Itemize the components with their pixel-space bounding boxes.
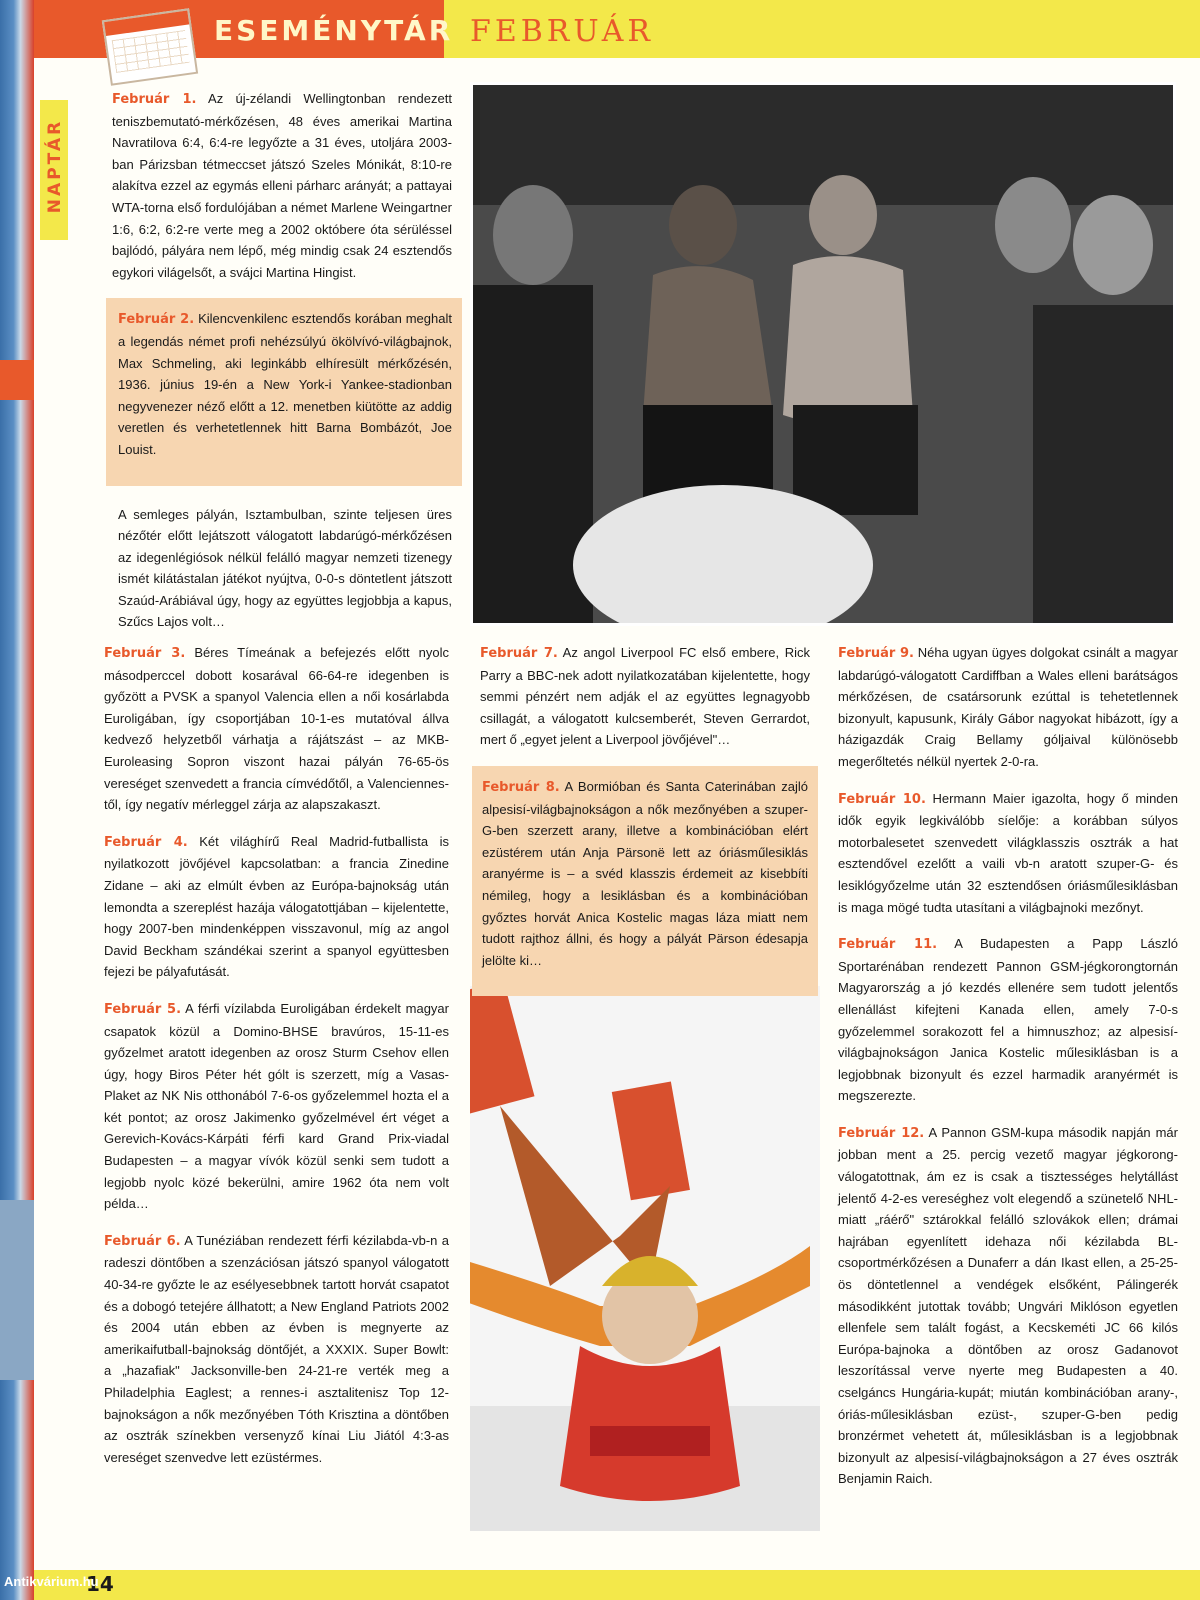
- entry-text: A Pannon GSM-kupa második napján már jobban ment a 25. percig vezető magyar jégkorong-válogatottnak, ám ez is csak a tisztességes helytállást jelentő 4-2-es vereséghez volt elegendő a szünetelő NHL-miatt „ráérő" sztárokkal felálló szlovákok ellen; drámai hajrában egyenlített idehaza női kézilabda BL-csoportmérkőzésen a Dunaferr a dán Ikast ellen, a 25-25-ös döntetlennel a vendégek elsőként, Pálingerék másodikként jutottak tovább; Ungvári Miklóson egyetlen ellenfele sem talált fogást, a Kecskeméti JC 66 kilós Európa-bajnoka a döntőben az orosz Gadanovot leszorítással verve nyerte meg Budapesten a 40. cselgáncs Hungária-kupát; miután kombinációban arany-, óriás-műlesiklásban ezüst-, szuper-G-ben pedig bronzérmet vehetett át, műlesiklásban is a legjobbnak bizonyult az alpesisí-világbajnokságon a 27 éves osztrák Benjamin Raich.: [838, 1124, 1178, 1487]
- entry-feb-11: [838, 933, 1178, 1107]
- entry-text: A Tunéziában rendezett férfi kézilabda-vb-n a radeszi döntőben a szenzációsan játszó spanyol válogatott 40-34-re győzte le az esélyesebbnek tartott horvát csapatot és a dobogó tetejére állhatott; a New England Patriots 2002 és 2004 után ebben az évben is megnyerte az amerikaifutball-bajnokság döntőjét, a XXXIX. Super Bowlt: a „hazafiak" Jacksonville-ben 24-21-re verték meg a Philadelphia Eaglest; a rennes-i asztalitenisz Top 12-bajnokságon a nők mezőnyében Tóth Krisztina a döntőben az osztrák színekben versenyző kínai Liu Jiától 4:3-as vereséget szenvedve lett ezüstérmes.: [104, 1232, 449, 1465]
- entry-feb-7: [480, 642, 810, 751]
- entry-date: Február 5.: [104, 1001, 182, 1017]
- highlight-box-feb-2: [106, 298, 462, 485]
- entry-date: Február 9.: [838, 646, 914, 661]
- entry-date: Február 3.: [104, 646, 186, 661]
- entry-text: Hermann Maier igazolta, hogy ő minden idők egyik legkiválóbb síelője: a korábban súlyos motorbalesetet szenvedett világklasszis osztrák a hat esztendővel ezelőtt a vaili vb-n aratott szuper-G- és lesiklógyőzelme után 32 esztendősen óriásműlesiklásban is maga mögé tudta utasítani a világbajnoki mezőnyt.: [838, 790, 1178, 915]
- side-tab-label: NAPTÁR: [45, 118, 65, 214]
- entry-text: Néha ugyan ügyes dolgokat csinált a magyar labdarúgó-válogatott Cardiffban a Wales elleni barátságos mérkőzésen, de csatársorunk ezúttal is tehetetlennek bizonyult, kapusunk, Király Gábor nagyokat hibázott, így a házigazdák Craig Bellamy góljaival különösebb megerőltetés nélkül nyertek 2-0-ra.: [838, 645, 1178, 769]
- entry-football-turkey: [118, 504, 452, 634]
- entry-feb-3: [104, 642, 449, 816]
- column-left-bottom: [104, 642, 449, 1483]
- entry-text: A Budapesten a Papp László Sportarénában rendezett Pannon GSM-jégkorongtornán Magyarország a jó kezdés ellenére sem tudott jelentős ellenállást kifejteni Kanada ellen, amely 7-0-s győzelemmel sorakozott fel a himnuszhoz; az alpesisí-világbajnokságon Janica Kostelic műlesiklásban is a legjobbnak bizonyult és ezzel harmadik aranyérmét is megszerezte.: [838, 936, 1178, 1104]
- watermark: Antikvárium.hu: [4, 1574, 99, 1589]
- entry-date: Február 11.: [838, 937, 938, 953]
- entry-feb-10: [838, 788, 1178, 919]
- entry-date: Február 4.: [104, 834, 188, 850]
- entry-feb-1: [112, 88, 452, 283]
- entry-date: Február 8.: [482, 779, 560, 795]
- entry-text: A férfi vízilabda Euroligában érdekelt magyar csapatok közül a Domino-BHSE bravúros, 15-11-es győzelmet aratott idegenben az orosz Sturm Csehov ellen úgy, hogy Biros Péter hét gólt is szerzett, míg a Vasas-Plaket az NK Nis otthonából 7-6-os győzelemmel hozta el a két pontot; az orosz Jakimenko győzelmével ért véget a Gerevich-Kovács-Kárpáti férfi kard Grand Prix-viadal Budapesten – a magyar vívók közül senki sem tudott a legjobb nyolc közé bekerülni, amire 1962 óta nem volt példa…: [104, 1000, 449, 1212]
- column-left-top: [112, 88, 452, 648]
- entry-text: Az angol Liverpool FC első embere, Rick Parry a BBC-nek adott nyilatkozatában kijelentette, hogy semmi pénzért nem adják el az együttes legnagyobb csillagát, a válogatott kulcsemberét, Steven Gerrardot, mert ő „egyet jelent a Liverpool jövőjével"…: [480, 645, 810, 748]
- calendar-icon: [102, 8, 198, 86]
- entry-date: Február 1.: [112, 92, 197, 107]
- entry-text: Béres Tímeának a befejezés előtt nyolc másodperccel dobott kosarával 66-64-re idegenben is győzött a PVSK a spanyol Valencia ellen a női kosárlabda Euroligában, így csoportjában 10-1-es mutatóval állva kedvező helyzetből várhatja a rájátszást – az MKB-Euroleasing Sopron viszont hazai pályán 76-65-ös vereséget szenvedett a francia címvédőtől, a Valenciennes-től, így negatív mérleggel zárja az alapszakaszt.: [104, 645, 449, 813]
- entry-date: Február 12.: [838, 1125, 925, 1141]
- column-middle: [480, 642, 810, 1014]
- page-number: 14: [86, 1572, 114, 1596]
- entry-date: Február 7.: [480, 646, 558, 661]
- boxing-photo: [470, 82, 1176, 626]
- month-title: FEBRUÁR: [470, 14, 654, 49]
- section-title: ESEMÉNYTÁR: [214, 14, 454, 47]
- skier-photo-illustration: [470, 986, 820, 1531]
- entry-text: Az új-zélandi Wellingtonban rendezett teniszbemutató-mérkőzésen, 48 éves amerikai Martina Navratilova 6:4, 6:4-re legyőzte a 31 éves, utoljára 2003-ban Párizsban tétmeccset játszó Szeles Mónikát, 8:10-re alakítva ezzel az egymás elleni párharc arányát; a pattayai WTA-torna első fordulójában a német Marlene Weingartner 1:6, 6:2, 6:2-re verte meg a 2002 októbere óta sérüléssel bajlódó, pályára nem lépő, még mindig csak 24 esztendős egykori világelsőt, a svájci Martina Hingist.: [112, 91, 452, 280]
- side-tab: [40, 100, 68, 240]
- entry-date: Február 2.: [118, 312, 195, 328]
- entry-date: Február 6.: [104, 1233, 181, 1249]
- entry-text: A Bormióban és Santa Caterinában zajló alpesisí-világbajnokságon a nők mezőnyében a szuper-G-ben szerzett arany, illetve a kombinációban elért ezüstérem után Anja Pärsonë lett az óriásműlesiklás aranyérme is – a svéd klasszis érdemeit az kisebbíti némileg, hogy a lesiklásban és a kombinációban győztes horvát Anica Kostelic magas láza miatt nem tudott rajthoz állni, és hogy a pályát Pärson édesapja jelölte ki…: [482, 778, 808, 968]
- entry-feb-8: [482, 776, 808, 971]
- entry-feb-4: [104, 831, 449, 983]
- skier-photo: [470, 986, 820, 1531]
- column-right: [838, 642, 1178, 1505]
- entry-feb-6: [104, 1230, 449, 1469]
- entry-text: A semleges pályán, Isztambulban, szinte teljesen üres nézőtér előtt lejátszott válogatott labdarúgó-mérkőzésen az idegenlégiósok nélkül felálló magyar nemzeti tizenegy ismét kilátástalan játékot nyújtva, 0-0-s döntetlent játszott Szaúd-Arábiával úgy, hogy az együttes legjobbja a kapus, Szűcs Lajos volt…: [118, 506, 452, 630]
- highlight-box-feb-8: [472, 766, 818, 996]
- book-spine: [0, 0, 34, 1600]
- entry-feb-5: [104, 998, 449, 1215]
- entry-feb-9: [838, 642, 1178, 773]
- entry-text: Kilencvenkilenc esztendős korában meghalt a legendás német profi nehézsúlyú ökölvívó-világbajnok, Max Schmeling, aki leginkább elhíresült mérkőzésén, 1936. június 19-én a New York-i Yankee-stadionban negyvenezer néző előtt a 12. menetben kiütötte az addig veretlen és verhetetlennek hitt Barna Bombázót, Joe Louist.: [118, 311, 452, 457]
- entry-feb-2: [118, 308, 452, 460]
- boxing-photo-illustration: [473, 85, 1173, 623]
- entry-text: Két világhírű Real Madrid-futballista is nyilatkozott jövőjével kapcsolatban: a francia Zinedine Zidane – aki az elmúlt évben az Európa-bajnokság után lemondta a szereplést hazája válogatottjában – kijelentette, hogy 2007-ben mindenképpen visszavonul, míg az angol David Beckham szándékai szerint a spanyol együttesben fejezi be pályafutását.: [104, 833, 449, 980]
- entry-date: Február 10.: [838, 791, 926, 807]
- entry-feb-12: [838, 1122, 1178, 1490]
